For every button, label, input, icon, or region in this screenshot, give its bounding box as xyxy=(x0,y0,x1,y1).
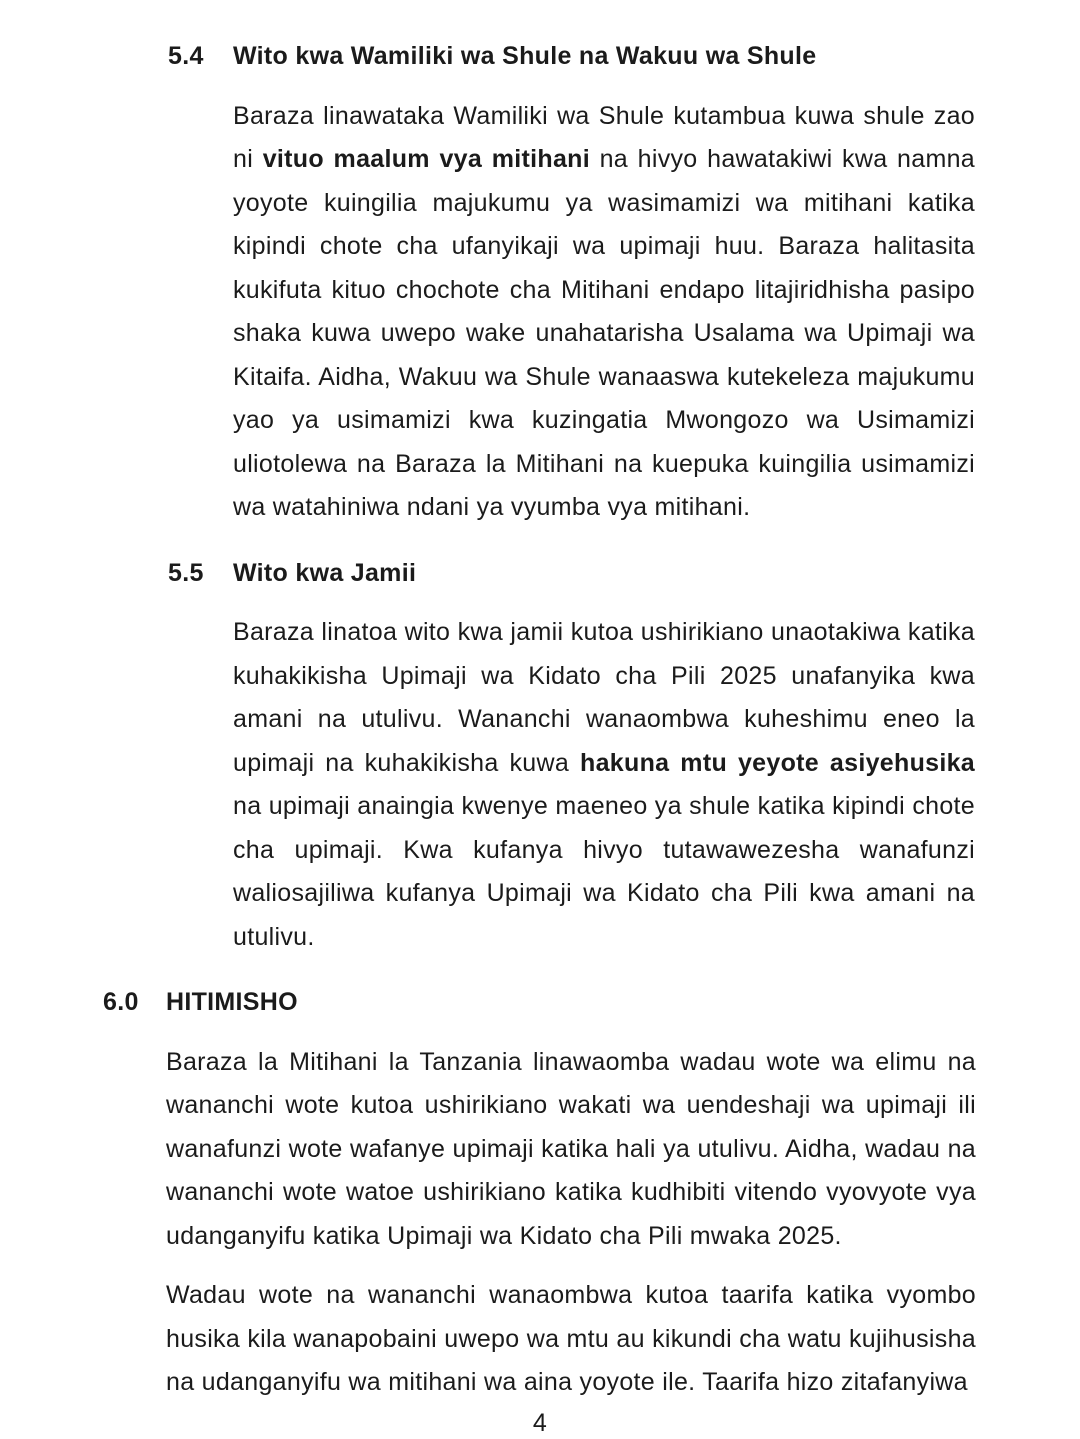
text-run: na hivyo hawatakiwi kwa namna yoyote kuingilia majukumu ya wasimamizi wa mitihani katika kipindi chote cha ufanyikaji wa upimaji huu. Baraza halitasita kukifuta kituo chochote cha Mitihani endapo litajiridhisha pasipo shaka kuwa uwepo wake unahatarisha Usalama wa Upimaji wa Kitaifa. Aidha, Wakuu wa Shule wanaaswa kutekeleza majukumu yao ya usimamizi kwa kuzingatia Mwongozo wa Usimamizi uliotolewa na Baraza la Mitihani na kuepuka kuingilia usimamizi wa watahiniwa ndani ya vyumba vya mitihani. xyxy=(233,145,975,521)
section-number: 5.5 xyxy=(168,558,204,587)
text-run: Wadau wote na wananchi wanaombwa kutoa taarifa katika vyombo husika kila wanapobaini uwepo wa mtu au kikundi cha watu kujihusisha na udanganyifu wa mitihani wa aina yoyote ile. Taarifa hizo zitafanyiwa xyxy=(166,1281,976,1396)
text-run: Baraza linawataka Wamiliki wa Shule kutambua kuwa shule zao ni xyxy=(233,101,975,173)
section-5-4-paragraph xyxy=(233,95,975,530)
text-run-bold: vituo maalum vya mitihani xyxy=(262,145,590,173)
section-heading-6-0 xyxy=(0,981,1080,1025)
section-heading-5-5 xyxy=(0,552,1080,596)
text-run: Baraza la Mitihani la Tanzania linawaomba wadau wote wa elimu na wananchi wote kutoa ushirikiano wakati wa uendeshaji wa upimaji ili wanafunzi wote wafanye upimaji katika hali ya utulivu. Aidha, wadau na wananchi wote watoe ushirikiano katika kudhibiti vitendo vyovyote vya udanganyifu katika Upimaji wa Kidato cha Pili mwaka 2025. xyxy=(166,1047,976,1250)
text-run-bold: hakuna mtu yeyote asiyehusika xyxy=(580,748,975,777)
page-number: 4 xyxy=(532,1408,548,1437)
section-6-0-paragraph-1 xyxy=(166,1041,976,1259)
text-run: na upimaji anaingia kwenye maeneo ya shule katika kipindi chote cha upimaji. Kwa kufanya hivyo tutawawezesha wanafunzi waliosajiliwa kufanya Upimaji wa Kidato cha Pili kwa amani na utulivu. xyxy=(233,792,975,951)
section-title: Wito kwa Wamiliki wa Shule na Wakuu wa Shule xyxy=(233,42,817,70)
section-title: HITIMISHO xyxy=(166,988,298,1016)
section-number: 5.4 xyxy=(168,42,204,70)
section-heading-5-4 xyxy=(0,35,1080,79)
text-run: Baraza linatoa wito kwa jamii kutoa ushirikiano unaotakiwa katika kuhakikisha Upimaji wa Kidato cha Pili 2025 unafanyika kwa amani na utulivu. Wananchi wanaombwa kuheshimu eneo la upimaji na kuhakikisha kuwa xyxy=(233,618,975,777)
section-number: 6.0 xyxy=(103,988,139,1016)
section-title: Wito kwa Jamii xyxy=(233,558,417,587)
section-5-5-paragraph xyxy=(233,611,975,959)
section-6-0-paragraph-2 xyxy=(166,1274,976,1405)
